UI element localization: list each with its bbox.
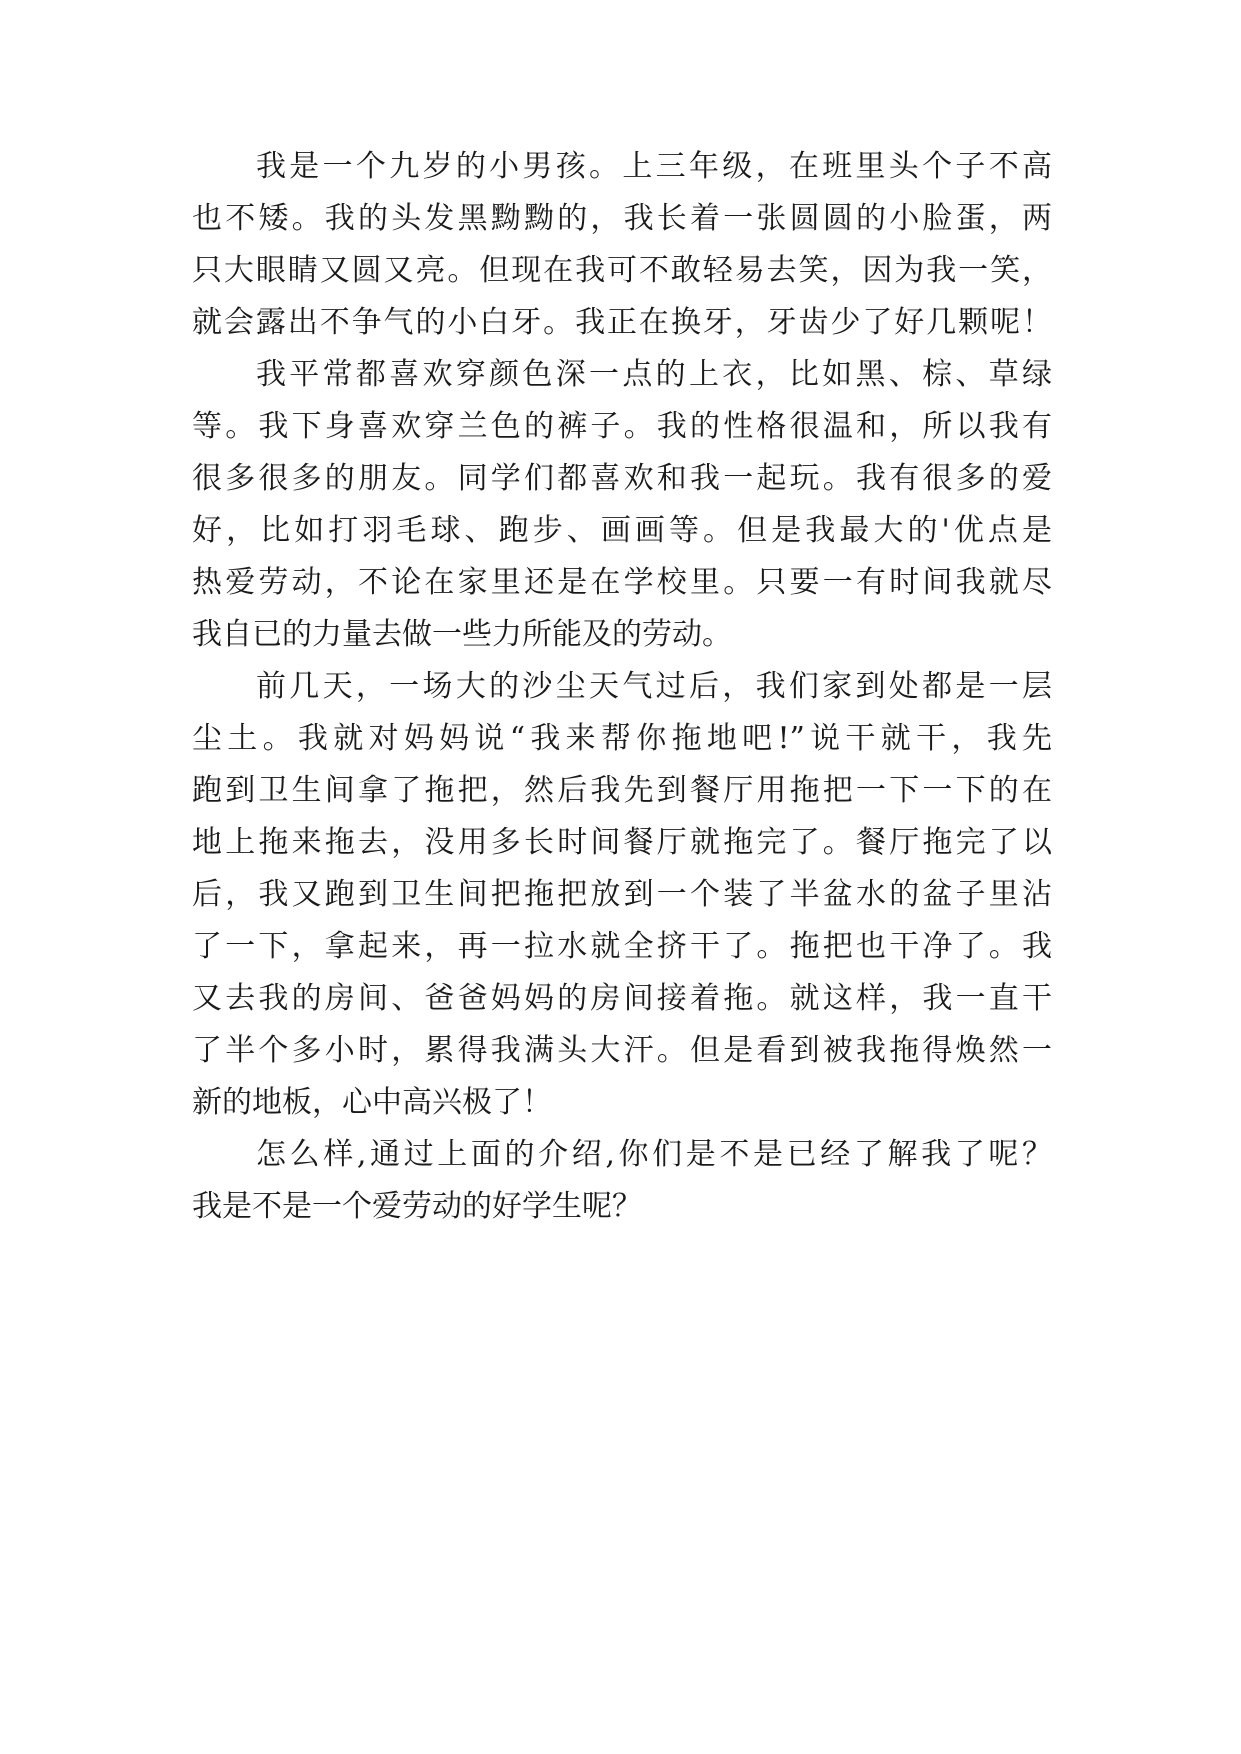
text-line: 了半个多小时，累得我满头大汗。但是看到被我拖得焕然一 bbox=[192, 1033, 1052, 1068]
text-line: 我自已的力量去做一些力所能及的劳动。 bbox=[192, 617, 732, 652]
text-line: 又去我的房间、爸爸妈妈的房间接着拖。就这样，我一直干 bbox=[192, 981, 1052, 1016]
text-line: 等。我下身喜欢穿兰色的裤子。我的性格很温和，所以我有 bbox=[192, 409, 1052, 444]
text-line: 我平常都喜欢穿颜色深一点的上衣，比如黑、棕、草绿 bbox=[256, 357, 1052, 392]
text-line: 怎么样,通过上面的介绍,你们是不是已经了解我了呢？ bbox=[256, 1137, 1052, 1172]
text-line: 只大眼睛又圆又亮。但现在我可不敢轻易去笑，因为我一笑， bbox=[192, 253, 1052, 288]
text-line: 新的地板，心中高兴极了！ bbox=[192, 1085, 552, 1120]
text-line: 好，比如打羽毛球、跑步、画画等。但是我最大的'优点是 bbox=[192, 513, 1052, 548]
text-line: 很多很多的朋友。同学们都喜欢和我一起玩。我有很多的爱 bbox=[192, 461, 1052, 496]
text-line: 后，我又跑到卫生间把拖把放到一个装了半盆水的盆子里沾 bbox=[192, 877, 1052, 912]
text-line: 我是一个九岁的小男孩。上三年级，在班里头个子不高 bbox=[256, 149, 1052, 184]
text-line: 热爱劳动，不论在家里还是在学校里。只要一有时间我就尽 bbox=[192, 565, 1052, 600]
text-line: 就会露出不争气的小白牙。我正在换牙，牙齿少了好几颗呢！ bbox=[192, 305, 1052, 340]
text-line: 了一下，拿起来，再一拉水就全挤干了。拖把也干净了。我 bbox=[192, 929, 1052, 964]
text-line: 我是不是一个爱劳动的好学生呢？ bbox=[192, 1189, 642, 1224]
text-line: 地上拖来拖去，没用多长时间餐厅就拖完了。餐厅拖完了以 bbox=[192, 825, 1052, 860]
text-line: 也不矮。我的头发黑黝黝的，我长着一张圆圆的小脸蛋，两 bbox=[192, 201, 1052, 236]
text-line: 前几天，一场大的沙尘天气过后，我们家到处都是一层 bbox=[256, 669, 1052, 704]
text-line: 跑到卫生间拿了拖把，然后我先到餐厅用拖把一下一下的在 bbox=[192, 773, 1052, 808]
text-line: 尘土。我就对妈妈说“我来帮你拖地吧!”说干就干，我先 bbox=[192, 721, 1052, 756]
